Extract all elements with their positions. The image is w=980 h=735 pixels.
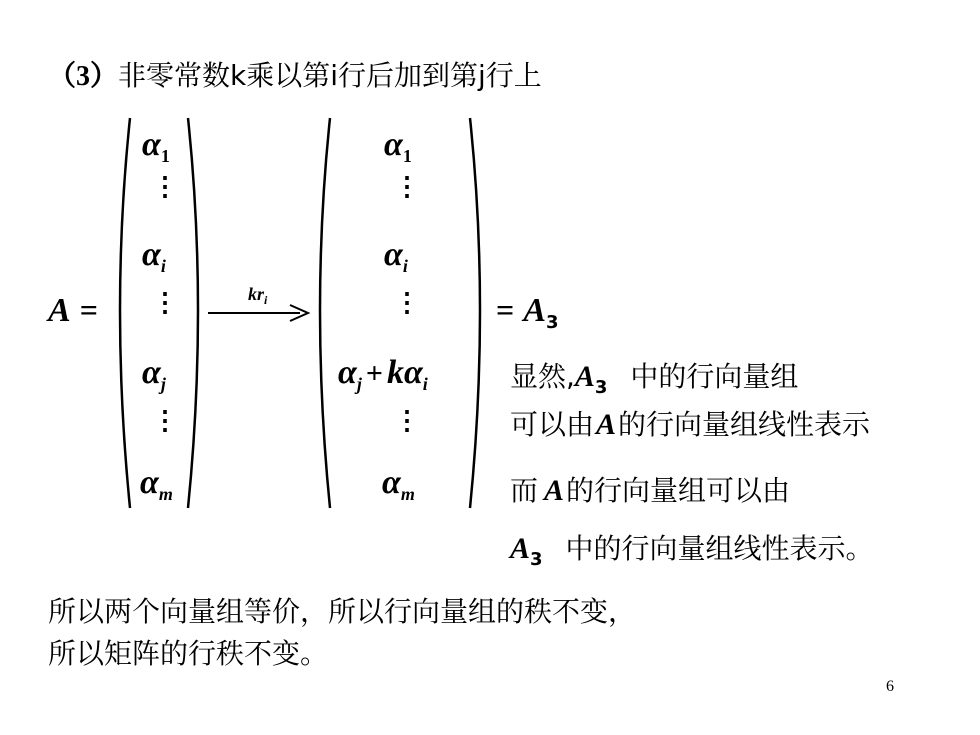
conclusion-line-2: 所以矩阵的行秩不变。 [48,637,329,670]
right-vdots-1: ⋮ [394,172,420,202]
rhs-subscript: 3 [546,312,559,333]
right-vdots-3: ⋮ [394,406,420,436]
left-vdots-1: ⋮ [152,172,178,202]
left-vdots-2: ⋮ [152,288,178,318]
right-entry-1: $\alpha_1$ [384,126,412,166]
rhs-equals: = [496,292,515,328]
right-entry-j-sum: $\alpha_j + k\alpha_i$ [338,354,428,394]
left-matrix-left-paren [120,118,130,508]
heading-text: 非零常数k乘以第i行后加到第j行上 [118,59,542,92]
right-entry-m: $\alpha_m$ [382,464,415,504]
lhs-equals: = [79,292,99,328]
right-entry-i: $\alpha_i$ [384,236,408,276]
rhs-symbol: A [523,292,547,329]
note-line-3: 而 A的行向量组可以由 [510,474,791,507]
right-vdots-2: ⋮ [394,288,420,318]
lhs-symbol: A [48,292,71,329]
conclusion-line-1: 所以两个向量组等价，所以行向量组的秩不变， [48,595,637,628]
rhs [496,292,559,333]
heading-number: （3） [48,61,119,92]
lhs [48,292,98,330]
note-line-2: 可以由A的行向量组线性表示 [510,408,871,441]
note-line-4: $A_3$ 中的行向量组线性表示。 [510,532,874,570]
left-matrix-right-paren [188,118,198,508]
note-line-1: 显然$,A_3$ 中的行向量组 [510,360,799,398]
left-entry-j: $\alpha_j$ [142,354,166,394]
left-vdots-3: ⋮ [152,406,178,436]
left-entry-m: $\alpha_m$ [140,464,173,504]
arrow-label: $kr_i$ [248,284,268,307]
right-matrix-left-paren [320,118,330,508]
page-number: 6 [886,678,894,695]
left-entry-1: $\alpha_1$ [142,126,170,166]
right-matrix-right-paren [470,118,480,508]
left-entry-i: $\alpha_i$ [142,236,166,276]
